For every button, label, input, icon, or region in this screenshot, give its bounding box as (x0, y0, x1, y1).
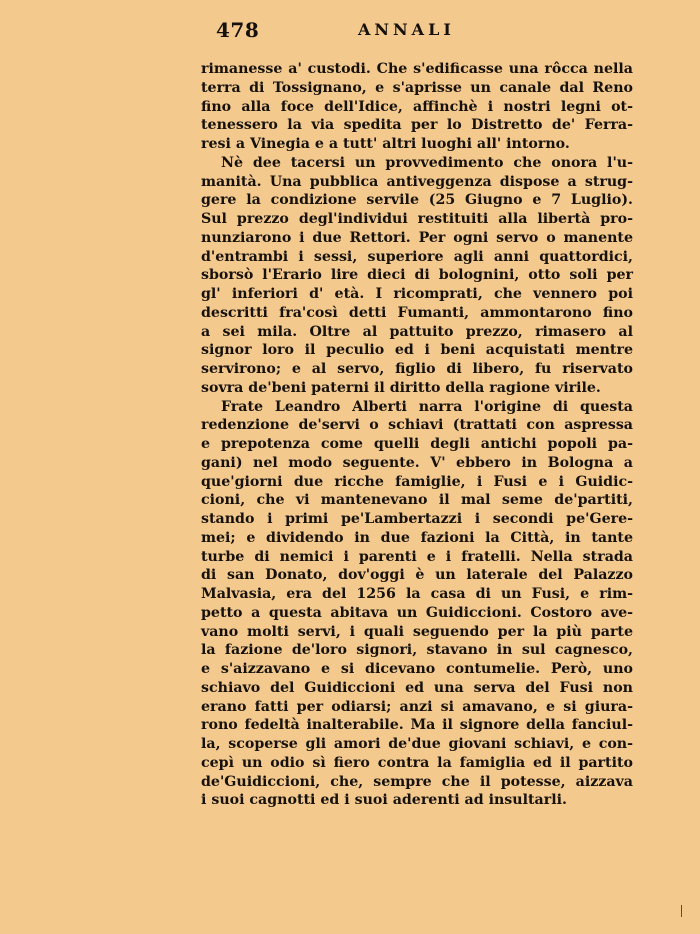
text-line: nunziarono i due Rettori. Per ogni servo o manente (201, 229, 633, 246)
text-line: gani) nel modo seguente. V' ebbero in Bologna a (201, 454, 633, 471)
text-line: i suoi cagnotti ed i suoi aderenti ad insultarli. (201, 792, 567, 809)
text-line: Sul prezzo degl'individui restituiti alla libertà pro- (201, 211, 633, 227)
page-header (216, 18, 636, 46)
text-line: a sei mila. Oltre al pattuito prezzo, rimasero al (201, 323, 633, 340)
text-line: turbe di nemici i parenti e i fratelli. Nella strada (201, 548, 633, 565)
text-line: rono fedeltà inalterabile. Ma il signore della fanciul- (201, 717, 633, 734)
text-line: Malvasia, era del 1256 la casa di un Fusi, e rim- (201, 586, 633, 602)
page-edge-mark (681, 905, 682, 917)
text-line: la fazione de'loro signori, stavano in sul cagnesco, (201, 642, 633, 659)
text-line: Frate Leandro Alberti narra l'origine di questa (221, 398, 633, 415)
text-line: cepì un odio sì fiero contra la famiglia ed il partito (201, 754, 633, 771)
text-line: petto a questa abitava un Guidiccioni. Costoro ave- (201, 604, 633, 621)
body-text (201, 60, 633, 810)
text-line: e s'aizzavano e si dicevano contumelie. Però, uno (201, 661, 633, 677)
text-line: resi a Vinegia e a tutt' altri luoghi all' intorno. (201, 136, 570, 152)
text-line: tenessero la via spedita per lo Distretto de' Ferra- (201, 117, 633, 134)
text-line: redenzione de'servi o schiavi (trattati con aspressa (201, 417, 633, 434)
text-line: la, scoperse gli amori de'due giovani schiavi, e con- (201, 736, 633, 752)
text-line: cioni, che vi mantenevano il mal seme de'partiti, (201, 492, 633, 509)
text-line: fino alla foce dell'Idice, affinchè i nostri legni ot- (201, 98, 633, 115)
text-line: e prepotenza come quelli degli antichi popoli pa- (201, 436, 633, 452)
text-line: manità. Una pubblica antiveggenza dispose a strug- (201, 173, 633, 190)
text-line: schiavo del Guidiccioni ed una serva del Fusi non (201, 679, 633, 696)
text-line: gl' inferiori d' età. I ricomprati, che vennero poi (201, 286, 633, 302)
text-line: sovra de'beni paterni il diritto della ragione virile. (201, 379, 601, 396)
text-line: gere la condizione servile (25 Giugno e 7 Luglio). (201, 192, 633, 209)
text-line: signor loro il peculio ed i beni acquistati mentre (201, 342, 633, 359)
text-line: servirono; e al servo, figlio di libero, fu riservato (201, 361, 633, 377)
text-line: terra di Tossignano, e s'aprisse un canale dal Reno (201, 79, 633, 96)
text-line: de'Guidiccioni, che, sempre che il potesse, aizzava (201, 773, 633, 790)
text-line: vano molti servi, i quali seguendo per la più parte (201, 623, 633, 640)
text-line: stando i primi pe'Lambertazzi i secondi pe'Gere- (201, 511, 633, 527)
text-line: que'giorni due ricche famiglie, i Fusi e i Guidic- (201, 473, 633, 490)
running-head: ANNALI (358, 20, 455, 39)
text-line: d'entrambi i sessi, superiore agli anni quattordici, (201, 248, 633, 265)
text-line: sborsò l'Erario lire dieci di bolognini, otto soli per (201, 267, 633, 284)
page-number: 478 (216, 18, 260, 42)
text-line: descritti fra'così detti Fumanti, ammontarono fino (201, 304, 633, 321)
text-line: Nè dee tacersi un provvedimento che onora l'u- (221, 154, 633, 171)
text-line: di san Donato, dov'oggi è un laterale del Palazzo (201, 567, 633, 584)
text-line: rimanesse a' custodi. Che s'edificasse una rôcca nella (201, 61, 633, 77)
text-line: mei; e dividendo in due fazioni la Città, in tante (201, 529, 633, 546)
text-line: erano fatti per odiarsi; anzi si amavano, e si giura- (201, 698, 633, 715)
